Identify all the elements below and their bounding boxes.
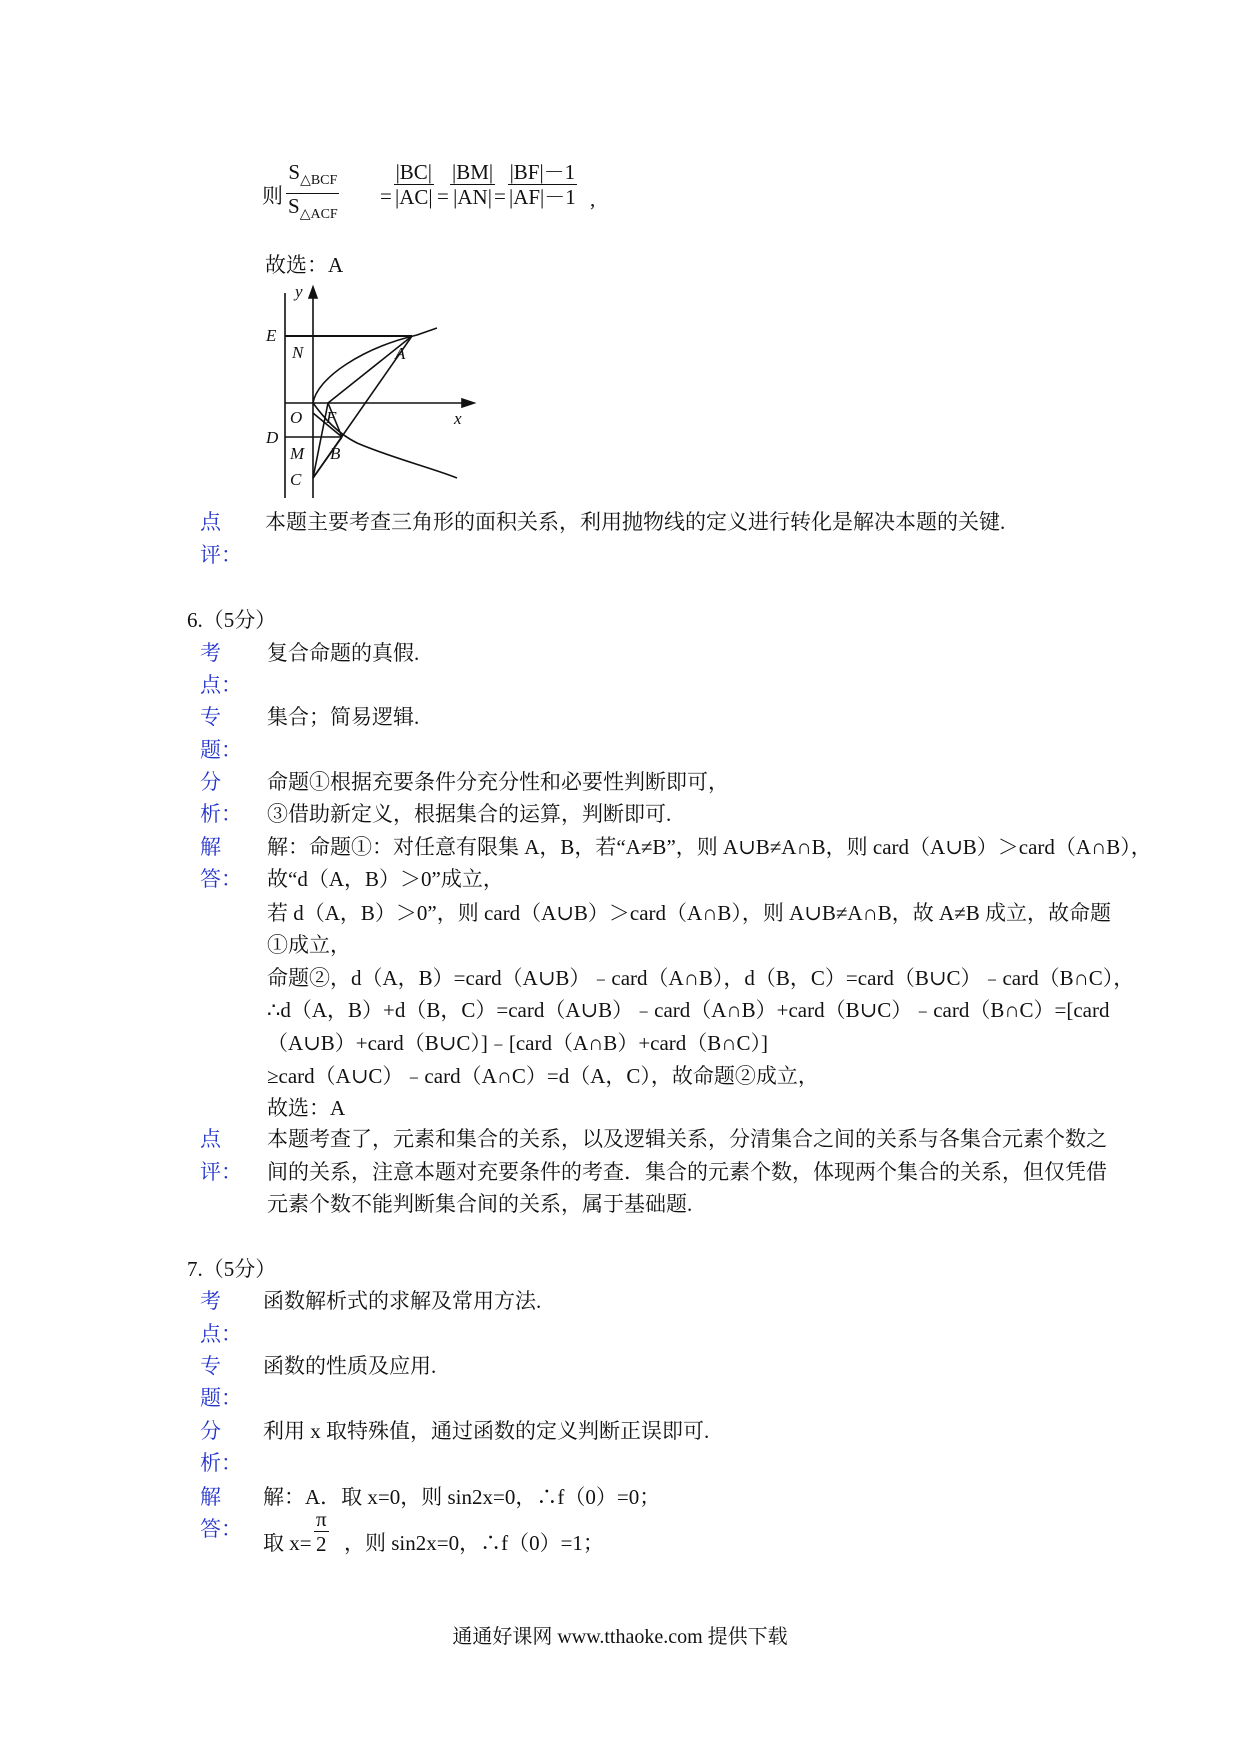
q6-kaodian-label-2: 点： — [200, 673, 242, 697]
den-text: |AN| — [453, 185, 492, 209]
q7-kaodian: 函数解析式的求解及常用方法. — [263, 1289, 542, 1313]
comment-label-2: 评： — [200, 543, 242, 567]
fraction-bc-ac — [393, 160, 435, 209]
label-M: M — [290, 444, 305, 463]
q7-fenxi-label-2: 析： — [200, 1451, 242, 1475]
q6-zhuanti-label-2: 题： — [200, 738, 242, 762]
den-sub: △ACF — [299, 207, 338, 223]
q6-fenxi-line: ③借助新定义，根据集合的运算，判断即可. — [267, 802, 672, 826]
q7-kaodian-label-1: 考 — [200, 1289, 221, 1313]
q7-zhuanti-label-1: 专 — [200, 1354, 221, 1378]
q7-jieda-label-1: 解 — [200, 1485, 221, 1509]
q6-kaodian: 复合命题的真假. — [267, 641, 420, 665]
fraction-area-ratio — [286, 160, 340, 227]
q6-dianping-line: 本题考查了，元素和集合的关系，以及逻辑关系，分清集合之间的关系与各集合元素个数之 — [267, 1127, 1107, 1151]
q6-dianping-line: 间的关系，注意本题对充要条件的考查．集合的元素个数，体现两个集合的关系，但仅凭借 — [267, 1160, 1107, 1184]
num-sub: △BCF — [300, 173, 338, 189]
formula-prefix: 则 — [262, 184, 283, 208]
answer-text: 故选：A — [265, 253, 344, 277]
comment-label-1: 点 — [200, 510, 221, 534]
label-O: O — [290, 408, 303, 427]
q6-dianping-label-1: 点 — [200, 1127, 221, 1151]
page-footer: 通通好课网 www.tthaoke.com 提供下载 — [452, 1626, 788, 1648]
q6-jieda-line: 若 d（A，B）＞0”，则 card（A∪B）＞card（A∩B），则 A∪B≠A∩B，故 A≠B 成立，故命题 — [267, 901, 1111, 925]
q6-jieda-label-2: 答： — [200, 867, 242, 891]
den-text: |AC| — [395, 185, 433, 209]
q6-jieda-label-1: 解 — [200, 835, 221, 859]
q6-fenxi-line: 命题①根据充要条件分充分性和必要性判断即可， — [267, 770, 729, 794]
label-A: A — [395, 344, 406, 363]
label-E: E — [266, 326, 277, 345]
q6-zhuanti-label-1: 专 — [200, 705, 221, 729]
x-axis-arrow — [462, 399, 474, 407]
fraction-bm-an — [450, 160, 495, 209]
num-text: |BF|－1 — [509, 160, 576, 184]
y-axis-arrow — [309, 287, 317, 298]
q6-jieda-line: 故“d（A，B）＞0”成立， — [267, 867, 504, 891]
parabola-figure — [262, 283, 482, 503]
q6-dianping-label-2: 评： — [200, 1160, 242, 1184]
num-text: π — [316, 1507, 327, 1531]
num-text: S — [288, 160, 301, 184]
q6-zhuanti: 集合；简易逻辑. — [267, 705, 420, 729]
num-text: |BM| — [452, 160, 494, 184]
comma: , — [590, 187, 596, 211]
label-x: x — [454, 409, 462, 428]
q6-dianping-line: 元素个数不能判断集合间的关系，属于基础题. — [267, 1192, 693, 1216]
comment-text: 本题主要考查三角形的面积关系，利用抛物线的定义进行转化是解决本题的关键. — [265, 510, 1006, 534]
q6-jieda-line: 故选：A — [267, 1096, 346, 1120]
q6-jieda-line: 命题②，d（A，B）=card（A∪B）﹣card（A∩B），d（B，C）=card（B∪C）﹣card（B∩C）， — [267, 966, 1135, 990]
q6-jieda-line: （A∪B）+card（B∪C）]﹣[card（A∩B）+card（B∩C）] — [267, 1031, 768, 1055]
num-text: |BC| — [395, 160, 432, 184]
q7-fenxi: 利用 x 取特殊值，通过函数的定义判断正误即可. — [263, 1419, 710, 1443]
q7-zhuanti-label-2: 题： — [200, 1386, 242, 1410]
q6-title: 6.（5分） — [187, 608, 277, 632]
q6-fenxi-label-2: 析： — [200, 802, 242, 826]
q6-fenxi-label-1: 分 — [200, 770, 221, 794]
equals: = — [437, 184, 449, 208]
label-N: N — [292, 343, 304, 362]
label-y: y — [295, 283, 303, 301]
q7-kaodian-label-2: 点： — [200, 1322, 242, 1346]
q7-jieda-line2-post: ，则 sin2x=0，∴f（0）=1； — [344, 1531, 604, 1555]
q6-jieda-line: ∴d（A，B）+d（B，C）=card（A∪B）﹣card（A∩B）+card（B∪C）﹣card（B∩C）=[card — [267, 998, 1110, 1022]
q6-jieda-line: ①成立， — [267, 933, 351, 957]
q6-jieda-line: ≥card（A∪C）﹣card（A∩C）=d（A，C），故命题②成立， — [267, 1064, 819, 1088]
equals: = — [494, 184, 506, 208]
equals: = — [380, 184, 392, 208]
label-B: B — [330, 444, 341, 463]
fraction-pi-over-2 — [314, 1507, 329, 1556]
q7-zhuanti: 函数的性质及应用. — [263, 1354, 437, 1378]
q6-jieda-line: 解：命题①：对任意有限集 A，B，若“A≠B”，则 A∪B≠A∩B，则 card（A∪B）＞card（A∩B）， — [267, 835, 1152, 859]
label-C: C — [290, 470, 302, 489]
label-F: F — [326, 408, 337, 427]
label-D: D — [266, 428, 279, 447]
q7-fenxi-label-1: 分 — [200, 1419, 221, 1443]
q7-jieda-label-2: 答： — [200, 1517, 242, 1541]
den-text: |AF|－1 — [509, 185, 576, 209]
q7-title: 7.（5分） — [187, 1257, 277, 1281]
den-text: S — [288, 194, 300, 219]
fraction-bf-af — [507, 160, 578, 209]
q7-jieda-line2-pre: 取 x= — [263, 1531, 312, 1555]
q7-jieda-line1: 解：A．取 x=0，则 sin2x=0，∴f（0）=0； — [263, 1485, 661, 1509]
den-text: 2 — [316, 1532, 327, 1556]
q6-kaodian-label-1: 考 — [200, 641, 221, 665]
